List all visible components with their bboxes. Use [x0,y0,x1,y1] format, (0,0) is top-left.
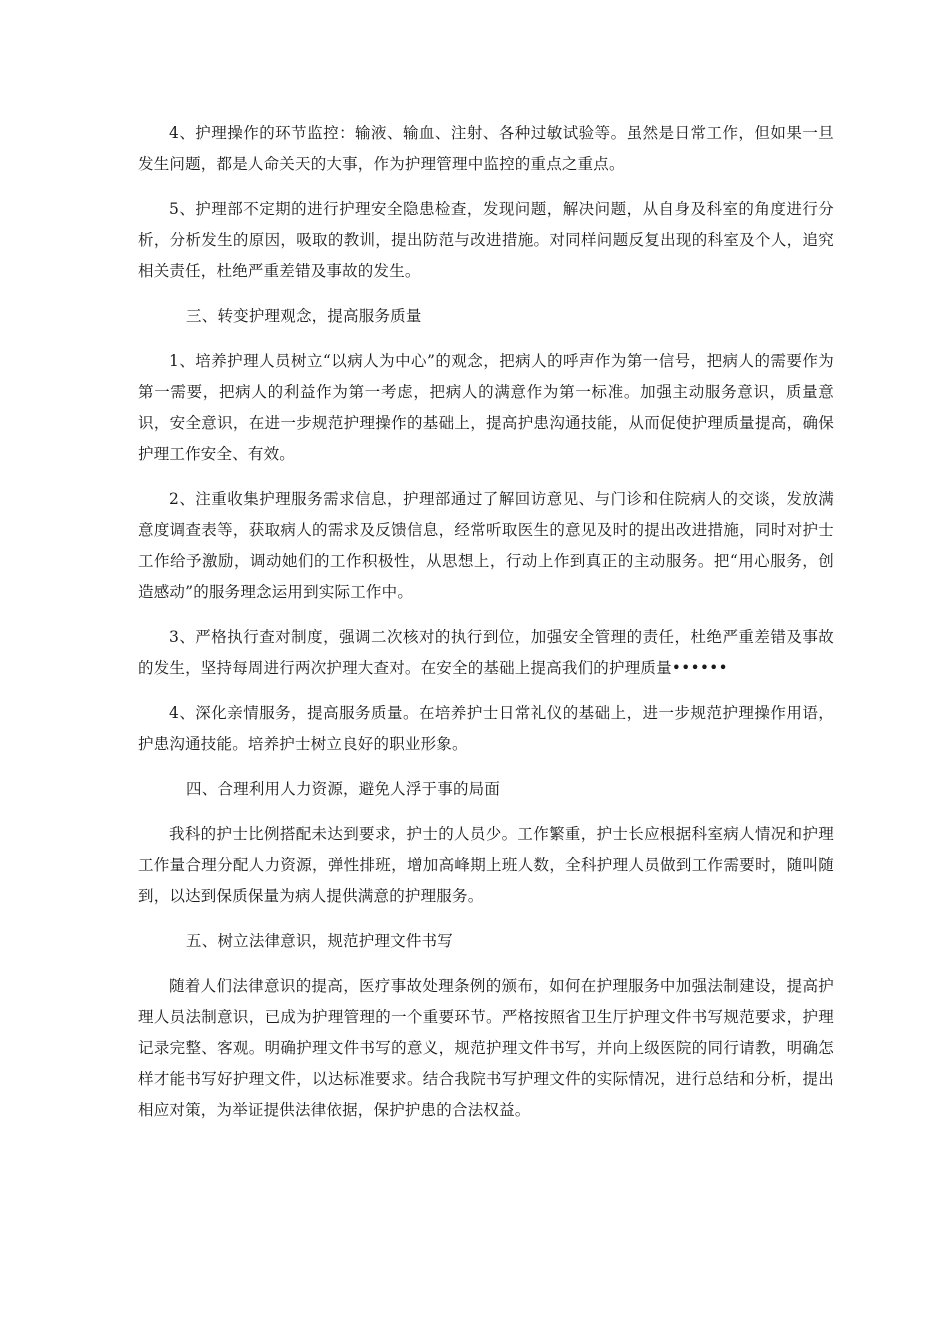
section-heading-5: 五、树立法律意识，规范护理文件书写 [186,932,453,950]
paragraph-legal-awareness: 随着人们法律意识的提高，医疗事故处理条例的颁布，如何在护理服务中加强法制建设，提高护理人员法制意识，已成为护理管理的一个重要环节。严格按照省卫生厅护理文件书写规范要求，护理记录完整、客观。明确护理文件书写的意义，规范护理文件书写，并向上级医院的同行请教，明确怎样才能书写好护理文件，以达标准要求。结合我院书写护理文件的实际情况，进行总结和分析，提出相应对策，为举证提供法律依据，保护护患的合法权益。 [138,977,834,1119]
document-page [138,118,834,1140]
paragraph-care-service: 4、深化亲情服务，提高服务质量。在培养护士日常礼仪的基础上，进一步规范护理操作用语，护患沟通技能。培养护士树立良好的职业形象。 [138,704,834,753]
paragraph-safety-inspection: 5、护理部不定期的进行护理安全隐患检查，发现问题，解决问题，从自身及科室的角度进行分析，分析发生的原因，吸取的教训，提出防范与改进措施。对同样问题反复出现的科室及个人，追究相关责任，杜绝严重差错及事故的发生。 [138,200,834,280]
paragraph-staffing: 我科的护士比例搭配未达到要求，护士的人员少。工作繁重，护士长应根据科室病人情况和护理工作量合理分配人力资源，弹性排班，增加高峰期上班人数，全科护理人员做到工作需要时，随叫随到，以达到保质保量为病人提供满意的护理服务。 [138,825,834,905]
section-heading-4: 四、合理利用人力资源，避免人浮于事的局面 [186,780,501,798]
section-heading-3: 三、转变护理观念，提高服务质量 [186,307,422,325]
paragraph-service-feedback: 2、注重收集护理服务需求信息，护理部通过了解回访意见、与门诊和住院病人的交谈，发放满意度调查表等，获取病人的需求及反馈信息，经常听取医生的意见及时的提出改进措施，同时对护士工作给予激励，调动她们的工作积极性，从思想上，行动上作到真正的主动服务。把“用心服务，创造感动”的服务理念运用到实际工作中。 [138,490,834,601]
paragraph-verification: 3、严格执行查对制度，强调二次核对的执行到位，加强安全管理的责任，杜绝严重差错及事故的发生，坚持每周进行两次护理大查对。在安全的基础上提高我们的护理质量•••••• [138,628,834,677]
paragraph-patient-centered: 1、培养护理人员树立“以病人为中心”的观念，把病人的呼声作为第一信号，把病人的需要作为第一需要，把病人的利益作为第一考虑，把病人的满意作为第一标准。加强主动服务意识，质量意识，安全意识，在进一步规范护理操作的基础上，提高护患沟通技能，从而促使护理质量提高，确保护理工作安全、有效。 [138,352,834,463]
paragraph-monitoring: 4、护理操作的环节监控：输液、输血、注射、各种过敏试验等。虽然是日常工作，但如果一旦发生问题，都是人命关天的大事，作为护理管理中监控的重点之重点。 [138,124,834,173]
